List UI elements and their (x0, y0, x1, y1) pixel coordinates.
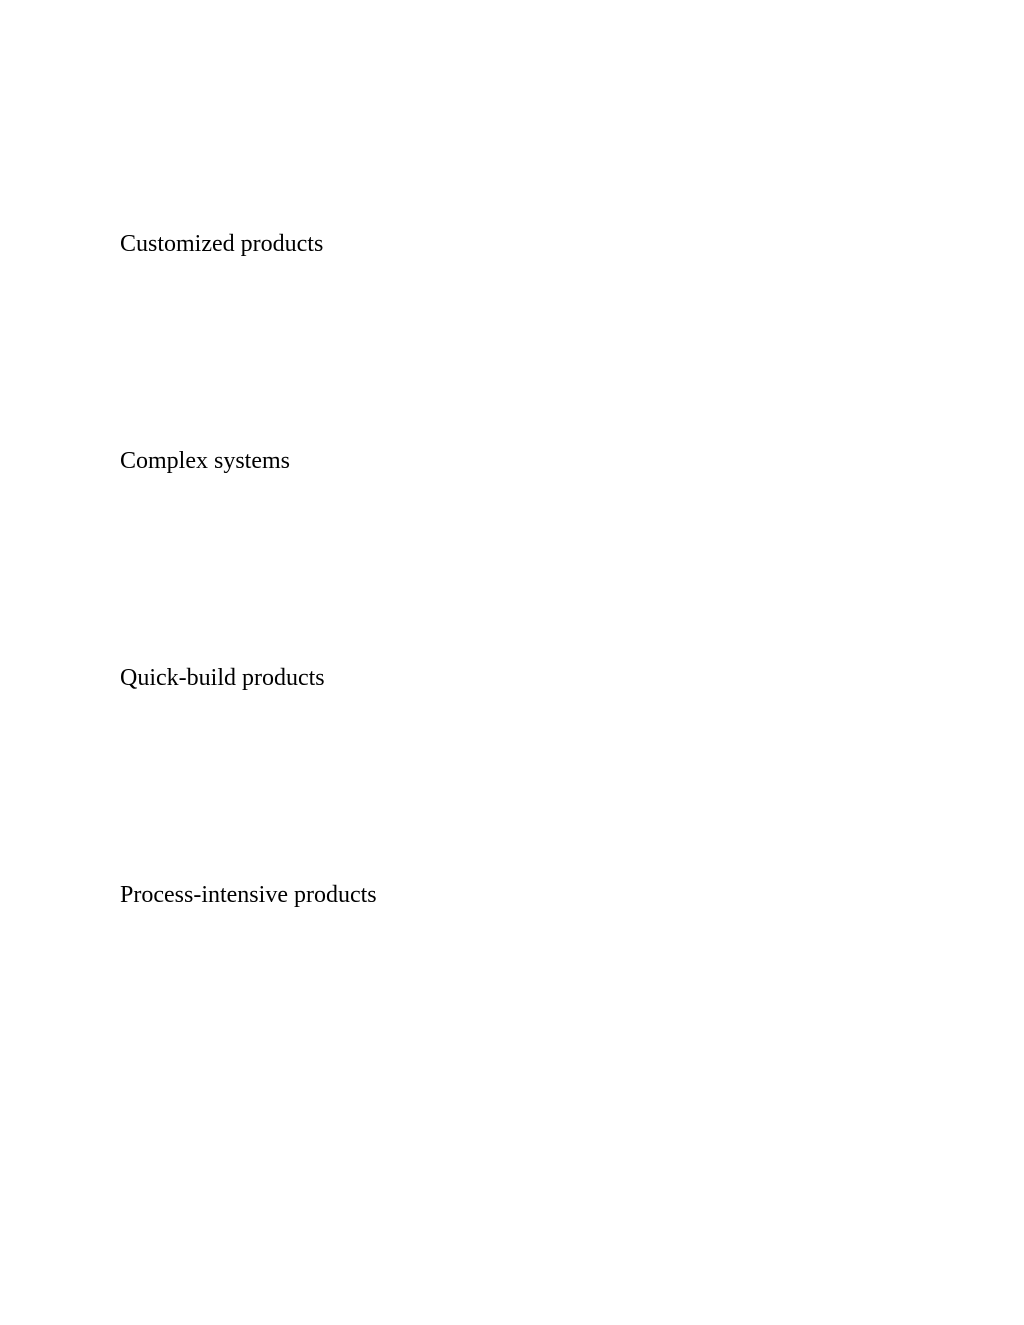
list-item-complex-systems: Complex systems (120, 448, 291, 474)
list-item-customized-products: Customized products (120, 231, 324, 257)
list-item-quick-build-products: Quick-build products (120, 665, 325, 691)
list-item-process-intensive-products: Process-intensive products (120, 882, 377, 908)
